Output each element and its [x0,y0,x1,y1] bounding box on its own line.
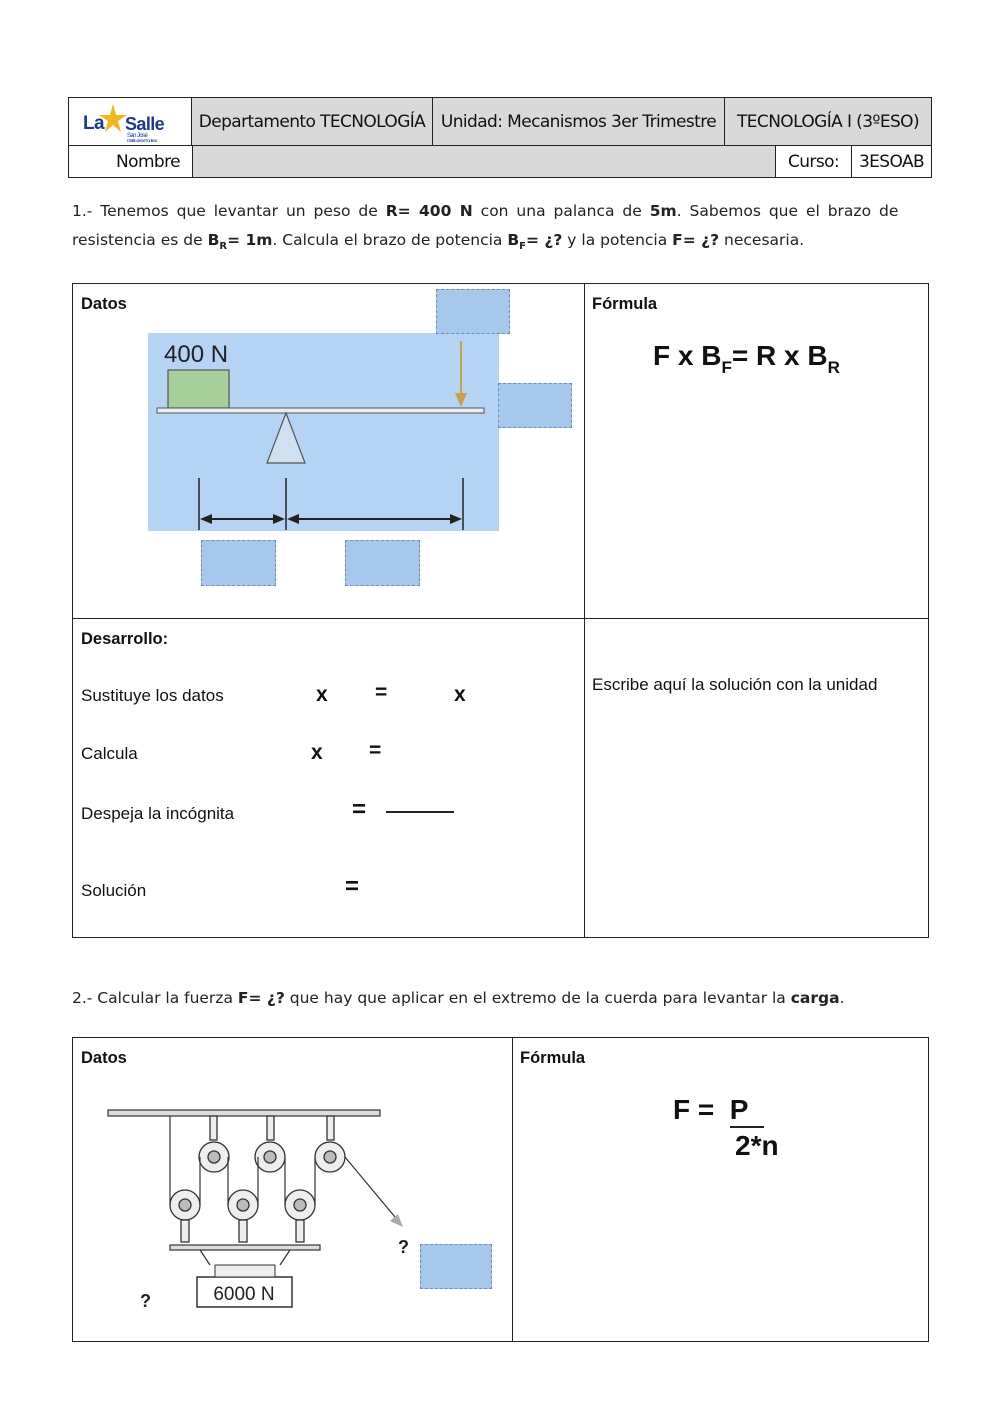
svg-text:400 N: 400 N [164,341,229,368]
q2-column-divider [512,1037,513,1342]
q1-column-divider [584,283,585,938]
pulley-diagram [100,1105,420,1315]
q1-row-divider [72,618,929,619]
svg-text:Salle: Salle [125,113,165,134]
svg-text:Distrito de la Frontera: Distrito de la Frontera [127,137,157,143]
q1-bf-blank[interactable] [345,540,420,586]
lever-diagram [148,333,499,531]
q1-desarrollo-label: Desarrollo: [81,630,169,648]
curso-value-cell: 3ESOAB [858,151,925,172]
fraction-bar [386,811,454,813]
name-field[interactable] [192,146,776,177]
q1-weight-blank[interactable] [498,383,572,428]
q1-datos-label: Datos [81,295,127,313]
step-calcula-label: Calcula [81,744,138,763]
q1-formula: F x $B_F= R$ x $B_R$ [653,340,840,377]
svg-text:San José: San José [127,132,148,139]
q2-formula-top: F = P [673,1094,749,1125]
weight-block [168,370,229,408]
department-cell: Departamento TECNOLOGÍA [192,98,433,146]
curso-label-cell: Curso: [776,146,852,177]
rope-arrow [390,1214,403,1227]
svg-text:6000 N: 6000 N [213,1284,275,1305]
q2-formula-bottom: 2*n [735,1130,779,1161]
step-solucion-label: Solución [81,881,147,900]
q1-br-blank[interactable] [201,540,276,586]
step-despeja-label: Despeja la incógnita [81,804,235,823]
step-sustituye-label: Sustituye los datos [81,686,224,705]
svg-text:?: ? [140,1291,151,1311]
logo-cell [69,98,192,146]
sustituye-x2: x [454,683,466,706]
svg-text:?: ? [398,1237,409,1257]
calcula-x: x [311,741,323,764]
q2-force-blank[interactable] [420,1244,492,1289]
q2-statement: 2.- Calcular la fuerza F= ¿? que hay que aplicar en el extremo de la cuerda para levantar la carga. [72,989,845,1007]
q2-datos-label: Datos [81,1049,127,1067]
svg-text:La: La [83,112,104,134]
q1-formula-label: Fórmula [592,295,658,313]
solucion-eq: = [345,873,360,900]
q1-statement-line2: resistencia es de $B_R= 1m$. Calcula el brazo de potencia $B_F=$ ¿? y la potencia F= ¿? necesaria. [72,231,805,252]
q2-formula-bar [730,1126,764,1128]
sustituye-eq: = [375,681,388,704]
name-label-cell: Nombre [116,151,180,172]
despeja-eq: = [352,796,367,823]
course-title-cell: TECNOLOGÍA I (3ºESO) [725,98,931,146]
unit-cell: Unidad: Mecanismos 3er Trimestre [433,98,725,146]
header-table [68,97,932,178]
sustituye-x1: x [316,683,328,706]
q1-statement-line1: 1.- Tenemos que levantar un peso de R= 400 N con una palanca de 5m. Sabemos que el brazo de [72,202,899,220]
q2-formula-label: Fórmula [520,1049,586,1067]
answer-area[interactable]: Escribe aquí la solución con la unidad [592,675,878,694]
la-salle-logo [75,100,185,144]
q1-force-blank[interactable] [436,289,510,334]
calcula-eq: = [369,739,382,762]
